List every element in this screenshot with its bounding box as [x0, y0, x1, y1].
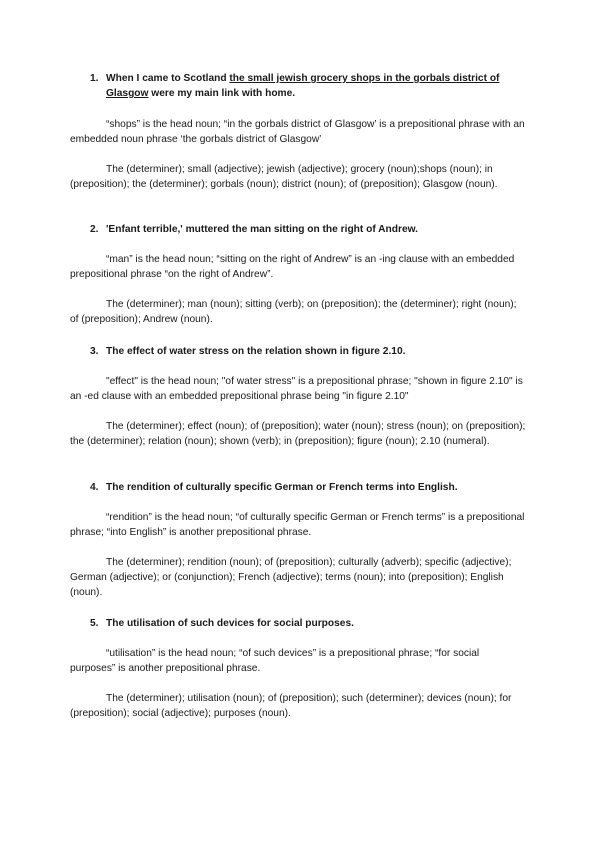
section-1-heading-underlined: the small jewish grocery shops in the gorbals district of Glasgow: [106, 73, 500, 99]
section-1-number: 1.: [90, 73, 99, 84]
section-4-analysis: “rendition” is the head noun; “of culturally specific German or French terms” is a prepositional phrase; “into English” is another prepositional phrase.: [70, 512, 525, 538]
section-3-analysis: "effect" is the head noun; "of water stress" is a prepositional phrase; "shown in figure 2.10" is an -ed clause with an embedded prepositional phrase being "in figure 2.10": [70, 376, 523, 402]
section-1-heading: [70, 71, 526, 101]
section-1-tags: The (determiner); small (adjective); jewish (adjective); grocery (noun);shops (noun); in (preposition); the (determiner); gorbals (noun); district (noun); of (preposition); Glasgow (noun).: [70, 164, 498, 190]
section-3-number: 3.: [90, 346, 99, 357]
section-3: [70, 344, 526, 449]
section-4-number: 4.: [90, 482, 99, 493]
section-4-tags: The (determiner); rendition (noun); of (preposition); culturally (adverb); specific (adjective); German (adjective); or (conjunction); French (adjective); terms (noun); into (preposition); English (noun).: [70, 557, 512, 598]
section-5-tags: The (determiner); utilisation (noun); of (preposition); such (determiner); devices (noun); for (preposition); social (adjective); purposes (noun).: [70, 693, 512, 719]
section-1-heading-pre: When I came to Scotland: [106, 73, 230, 84]
section-3-heading: [70, 344, 526, 359]
section-5-analysis: “utilisation” is the head noun; “of such devices” is a prepositional phrase; “for social purposes” is another prepositional phrase.: [70, 648, 480, 674]
section-5-heading-text: The utilisation of such devices for social purposes.: [106, 618, 354, 629]
section-2-tags: The (determiner); man (noun); sitting (verb); on (preposition); the (determiner); right (noun); of (preposition); Andrew (noun).: [70, 299, 517, 325]
section-5-heading: [70, 616, 526, 631]
section-5-number: 5.: [90, 618, 99, 629]
section-2-number: 2.: [90, 224, 99, 235]
section-2-analysis: “man” is the head noun; “sitting on the right of Andrew” is an -ing clause with an embedded prepositional phrase “on the right of Andrew”.: [70, 254, 515, 280]
section-4-heading: [70, 480, 526, 495]
section-2-heading-text: 'Enfant terrible,' muttered the man sitting on the right of Andrew.: [106, 224, 418, 235]
section-3-heading-text: The effect of water stress on the relation shown in figure 2.10.: [106, 346, 406, 357]
section-4: [70, 480, 526, 600]
section-1-heading-post: were my main link with home.: [148, 88, 296, 99]
section-5: [70, 616, 526, 721]
section-1: [70, 71, 526, 192]
section-3-tags: The (determiner); effect (noun); of (preposition); water (noun); stress (noun); on (preposition); the (determiner); relation (noun); shown (verb); in (preposition); figure (noun); 2.10 (numeral).: [70, 421, 526, 447]
section-2-heading: [70, 222, 526, 237]
section-2: [70, 222, 526, 327]
section-1-analysis: “shops” is the head noun; “in the gorbals district of Glasgow’ is a prepositional phrase with an embedded noun phrase ‘the gorbals district of Glasgow’: [70, 119, 525, 145]
section-4-heading-text: The rendition of culturally specific German or French terms into English.: [106, 482, 458, 493]
